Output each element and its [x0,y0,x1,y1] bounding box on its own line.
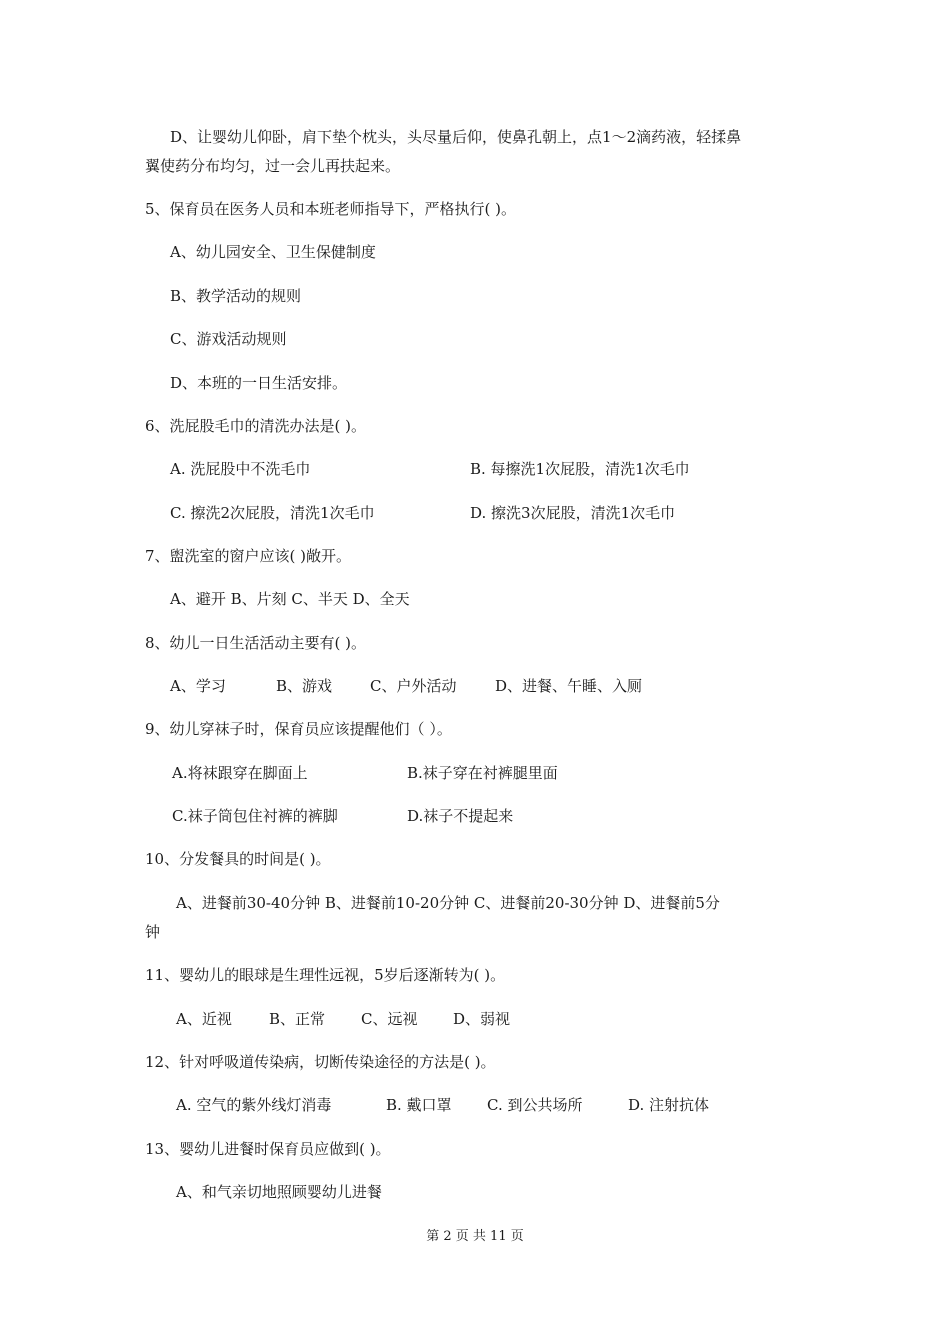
q12-option-b: B. 戴口罩 [386,1096,452,1114]
q7-question: 7、盥洗室的窗户应该( )敞开。 [145,547,352,565]
q8-option-b: B、游戏 [276,677,333,695]
q12-option-d: D. 注射抗体 [628,1096,710,1114]
q8-option-a: A、学习 [170,677,226,695]
q4-option-d-line2: 翼使药分布均匀，过一会儿再扶起来。 [145,157,401,175]
q9-option-c: C.袜子筒包住衬裤的裤脚 [172,807,338,825]
q12-option-a: A. 空气的紫外线灯消毒 [176,1096,332,1114]
q9-option-d: D.袜子不提起来 [407,807,514,825]
q6-option-d: D. 擦洗3次屁股，清洗1次毛巾 [470,504,676,522]
q11-question: 11、婴幼儿的眼球是生理性远视，5岁后逐渐转为( )。 [145,966,506,984]
q6-question: 6、洗屁股毛巾的清洗办法是( )。 [145,417,367,435]
q9-option-a: A.将袜跟穿在脚面上 [172,764,308,782]
q5-option-c: C、游戏活动规则 [170,330,287,348]
q5-option-b: B、教学活动的规则 [170,287,302,305]
q4-option-d-line1: D、让婴幼儿仰卧，肩下垫个枕头，头尽量后仰，使鼻孔朝上，点1～2滴药液，轻揉鼻 [170,128,742,146]
q7-options: A、避开 B、片刻 C、半天 D、全天 [170,590,410,608]
q6-option-c: C. 擦洗2次屁股，清洗1次毛巾 [170,504,375,522]
q12-option-c: C. 到公共场所 [487,1096,583,1114]
q8-option-d: D、进餐、午睡、入厕 [495,677,643,695]
q9-question: 9、幼儿穿袜子时，保育员应该提醒他们（ ）。 [145,720,452,738]
q9-option-b: B.袜子穿在衬裤腿里面 [407,764,558,782]
q10-question: 10、分发餐具的时间是( )。 [145,850,331,868]
q11-option-c: C、远视 [361,1010,418,1028]
q13-question: 13、婴幼儿进餐时保育员应做到( )。 [145,1140,391,1158]
q8-question: 8、幼儿一日生活活动主要有( )。 [145,634,367,652]
q13-option-a: A、和气亲切地照顾婴幼儿进餐 [176,1183,382,1201]
q10-options-line2: 钟 [145,923,161,941]
q8-option-c: C、户外活动 [370,677,457,695]
q6-option-a: A. 洗屁股中不洗毛巾 [170,460,311,478]
q6-option-b: B. 每擦洗1次屁股，清洗1次毛巾 [470,460,690,478]
q11-option-a: A、近视 [176,1010,232,1028]
q5-question: 5、保育员在医务人员和本班老师指导下，严格执行( )。 [145,200,517,218]
q11-option-d: D、弱视 [453,1010,511,1028]
page-footer: 第 2 页 共 11 页 [426,1229,524,1244]
q11-option-b: B、正常 [269,1010,326,1028]
q12-question: 12、针对呼吸道传染病，切断传染途径的方法是( )。 [145,1053,496,1071]
q5-option-a: A、幼儿园安全、卫生保健制度 [170,243,376,261]
q10-options-line1: A、进餐前30-40分钟 B、进餐前10-20分钟 C、进餐前20-30分钟 D、进餐前5分 [176,894,720,912]
q5-option-d: D、本班的一日生活安排。 [170,374,348,392]
